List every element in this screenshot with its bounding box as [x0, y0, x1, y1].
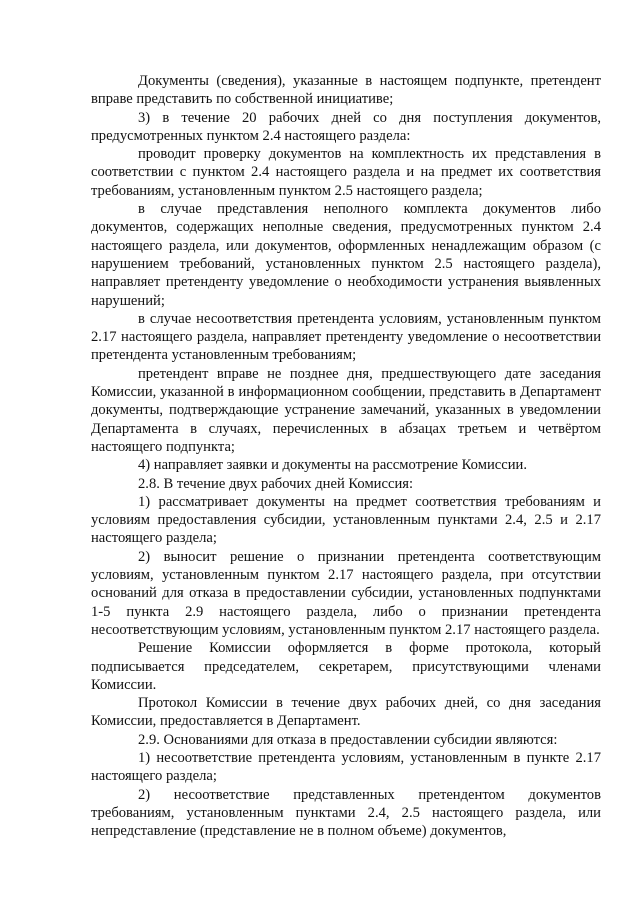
section-heading: 2.8. В течение двух рабочих дней Комиссия:: [138, 475, 414, 492]
paragraph: 2) выносит решение о признании претендента соответствующим условиям, установленным пунктом 2.17 настоящего раздела, при отсутствии оснований для отказа в предоставлении субсидии, установленных подпунктами 1-5 пункта 2.9 настоящего раздела, либо о признании претендента несоответствующим условиям, установленным пунктом 2.17 настоящего раздела.: [91, 548, 601, 638]
paragraph: в случае несоответствия претендента условиям, установленным пунктом 2.17 настоящего раздела, направляет претенденту уведомление о несоответствии претендента установленным требованиям;: [91, 310, 601, 364]
paragraph: проводит проверку документов на комплектность их представления в соответствии с пунктом 2.4 настоящего раздела и на предмет их соответствия требованиям, установленным пунктом 2.5 настоящего раздела;: [91, 146, 601, 199]
paragraph: 4) направляет заявки и документы на рассмотрение Комиссии.: [138, 457, 527, 474]
paragraph: претендент вправе не позднее дня, предшествующего дате заседания Комиссии, указанной в информационном сообщении, представить в Департамент документы, подтверждающие устранение замечаний, указанных в уведомлении Департамента в случаях, перечисленных в абзацах третьем и четвёртом настоящего подпункта;: [91, 365, 601, 455]
paragraph: Решение Комиссии оформляется в форме протокола, который подписывается председателем, секретарем, присутствующими членами Комиссии.: [91, 640, 601, 693]
document-page: [91, 72, 601, 840]
paragraph: Документы (сведения), указанные в настоящем подпункте, претендент вправе представить по собственной инициативе;: [91, 73, 601, 108]
section-heading: 2.9. Основаниями для отказа в предоставлении субсидии являются:: [138, 731, 558, 748]
paragraph: 1) рассматривает документы на предмет соответствия требованиям и условиям предоставления субсидии, установленным пунктами 2.4, 2.5 и 2.17 настоящего раздела;: [91, 493, 601, 547]
paragraph: Протокол Комиссии в течение двух рабочих дней, со дня заседания Комиссии, предоставляется в Департамент.: [91, 695, 601, 730]
paragraph: в случае представления неполного комплекта документов либо документов, содержащих неполные сведения, предусмотренных пунктом 2.4 настоящего раздела, или документов, оформленных ненадлежащим образом (с нарушением требований, установленных пунктом 2.5 настоящего раздела), направляет претенденту уведомление о необходимости устранения выявленных нарушений;: [91, 201, 601, 309]
paragraph: 2) несоответствие представленных претендентом документов требованиям, установленным пунктами 2.4, 2.5 настоящего раздела, или непредставление (представление не в полном объеме) документов,: [91, 786, 601, 840]
paragraph: 1) несоответствие претендента условиям, установленным в пункте 2.17 настоящего раздела;: [91, 749, 601, 785]
paragraph: 3) в течение 20 рабочих дней со дня поступления документов, предусмотренных пунктом 2.4 настоящего раздела:: [91, 109, 601, 144]
